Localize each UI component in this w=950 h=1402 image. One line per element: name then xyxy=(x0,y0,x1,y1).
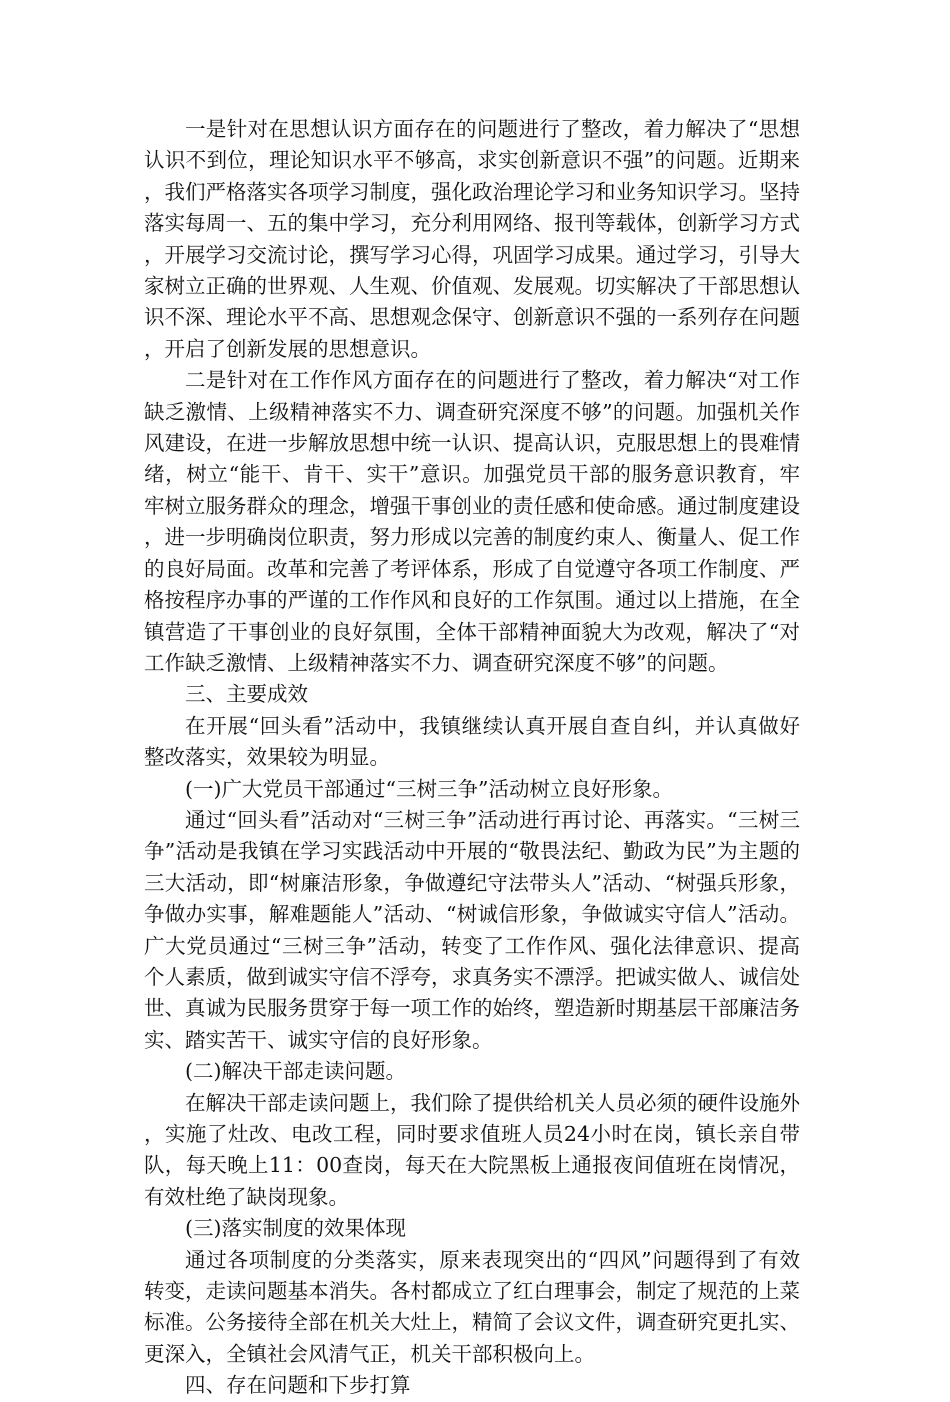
paragraph-work-style-rectification: 二是针对在工作作风方面存在的问题进行了整改，着力解决“对工作缺乏激情、上级精神落实不力、调查研究深度不够”的问题。加强机关作风建设，在进一步解放思想中统一认识、提高认识，克服思想上的畏难情绪，树立“能干、肯干、实干”意识。加强党员干部的服务意识教育，牢牢树立服务群众的理念，增强干事创业的责任感和使命感。通过制度建设，进一步明确岗位职责，努力形成以完善的制度约束人、衡量人、促工作的良好局面。改革和完善了考评体系，形成了自觉遵守各项工作制度、严格按程序办事的严谨的工作作风和良好的工作氛围。通过以上措施，在全镇营造了干事创业的良好氛围，全体干部精神面貌大为改观，解决了“对工作缺乏激情、上级精神落实不力、调查研究深度不够”的问题。 xyxy=(144,368,800,675)
document-body xyxy=(144,114,800,1402)
paragraph-commuting-solution: 在解决干部走读问题上，我们除了提供给机关人员必须的硬件设施外，实施了灶改、电改工程，同时要求值班人员24小时在岗，镇长亲自带队，每天晚上11：00查岗，每天在大院黑板上通报夜间值班在岗情况，有效杜绝了缺岗现象。 xyxy=(144,1090,800,1209)
paragraph-results-intro: 在开展“回头看”活动中，我镇继续认真开展自查自纠，并认真做好整改落实，效果较为明显。 xyxy=(144,713,800,770)
section-heading-main-results: 三、主要成效 xyxy=(185,682,308,707)
paragraph-system-effects: 通过各项制度的分类落实，原来表现突出的“四风”问题得到了有效转变，走读问题基本消失。各村都成立了红白理事会，制定了规范的上菜标准。公务接待全部在机关大灶上，精简了会议文件，调查研究更扎实、更深入，全镇社会风清气正，机关干部积极向上。 xyxy=(144,1247,800,1366)
paragraph-ideology-rectification: 一是针对在思想认识方面存在的问题进行了整改，着力解决了“思想认识不到位，理论知识水平不够高，求实创新意识不强”的问题。近期来，我们严格落实各项学习制度，强化政治理论学习和业务知识学习。坚持落实每周一、五的集中学习，充分利用网络、报刊等载体，创新学习方式，开展学习交流讨论，撰写学习心得，巩固学习成果。通过学习，引导大家树立正确的世界观、人生观、价值观、发展观。切实解决了干部思想认识不深、理论水平不高、思想观念保守、创新意识不强的一系列存在问题，开启了创新发展的思想意识。 xyxy=(144,117,800,361)
section-heading-problems-next-steps: 四、存在问题和下步打算 xyxy=(185,1373,411,1398)
subheading-party-members-image: (一)广大党员干部通过“三树三争”活动树立良好形象。 xyxy=(185,776,673,801)
subheading-commuting-issue: (二)解决干部走读问题。 xyxy=(185,1059,406,1084)
subheading-system-effects: (三)落实制度的效果体现 xyxy=(185,1216,406,1241)
paragraph-three-trees-activity: 通过“回头看”活动对“三树三争”活动进行再讨论、再落实。“三树三争”活动是我镇在学习实践活动中开展的“敬畏法纪、勤政为民”为主题的三大活动，即“树廉洁形象，争做遵纪守法带头人”活动、“树强兵形象，争做办实事，解难题能人”活动、“树诚信形象，争做诚实守信人”活动。广大党员通过“三树三争”活动，转变了工作作风、强化法律意识、提高个人素质，做到诚实守信不浮夸，求真务实不漂浮。把诚实做人、诚信处世、真诚为民服务贯穿于每一项工作的始终，塑造新时期基层干部廉洁务实、踏实苦干、诚实守信的良好形象。 xyxy=(144,807,800,1052)
